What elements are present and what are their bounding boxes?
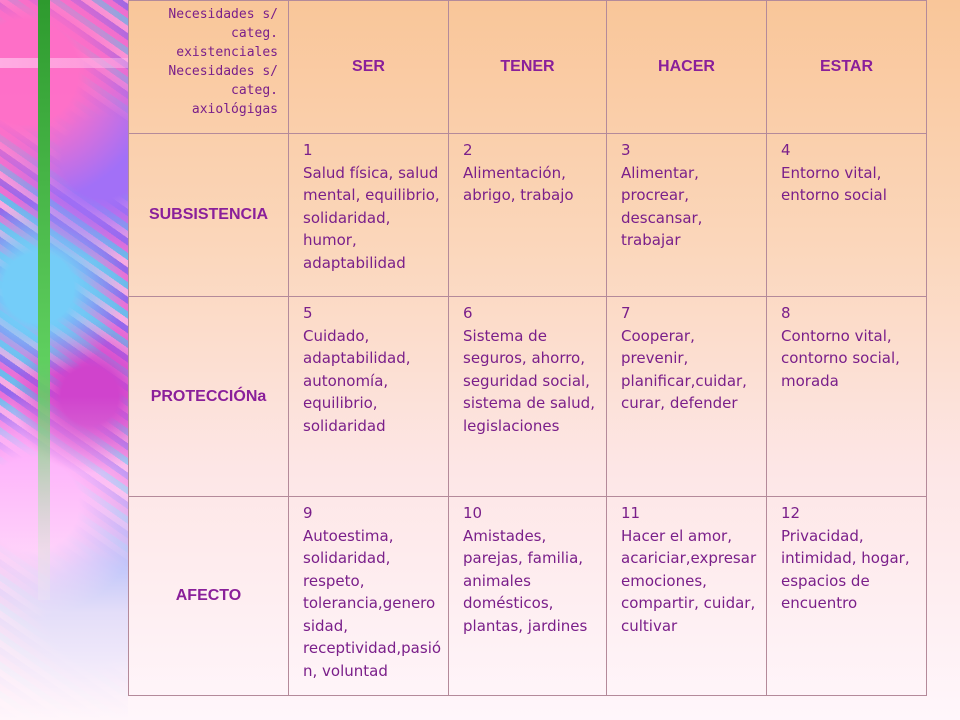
cell-number: 3 [621, 141, 631, 159]
cell-text: Sistema de seguros, ahorro, seguridad social, sistema de salud, legislaciones [463, 326, 595, 435]
cell-number: 4 [781, 141, 791, 159]
table-cell [767, 134, 927, 297]
table-row [129, 497, 927, 696]
cell-number: 9 [303, 504, 313, 522]
cell-text: Alimentar, procrear, descansar, trabajar [621, 163, 703, 249]
decorative-sidebar [0, 0, 128, 720]
column-header-estar: ESTAR [767, 1, 927, 134]
corner-line: existenciales [176, 45, 278, 60]
cell-number: 11 [621, 504, 641, 522]
table-cell [767, 297, 927, 497]
table-cell [767, 497, 927, 696]
table-row [129, 134, 927, 297]
cell-number: 12 [781, 504, 801, 522]
cell-text: Entorno vital, entorno social [781, 163, 887, 204]
table-cell [607, 497, 767, 696]
table-cell [289, 297, 449, 497]
table-cell [289, 134, 449, 297]
table-cell [289, 497, 449, 696]
table-cell [449, 297, 607, 497]
cell-text: Privacidad, intimidad, hogar, espacios de encuentro [781, 526, 910, 612]
corner-header-cell [129, 1, 289, 134]
needs-matrix-table [128, 0, 927, 696]
corner-line: axiológigas [191, 102, 278, 117]
cell-number: 10 [463, 504, 483, 522]
table-cell [449, 134, 607, 297]
cell-number: 1 [303, 141, 313, 159]
cell-number: 2 [463, 141, 473, 159]
corner-line: categ. [231, 26, 278, 41]
corner-line: Necesidades s/ [168, 64, 278, 79]
column-header-tener: TENER [449, 1, 607, 134]
table-cell [607, 134, 767, 297]
column-header-hacer: HACER [607, 1, 767, 134]
corner-line: categ. [231, 83, 278, 98]
cell-text: Amistades, parejas, familia, animales domésticos, plantas, jardines [463, 526, 588, 635]
row-header-proteccion: PROTECCIÓNa [129, 297, 289, 497]
row-header-subsistencia: SUBSISTENCIA [129, 134, 289, 297]
cell-number: 6 [463, 304, 473, 322]
table-row [129, 297, 927, 497]
cell-text: Autoestima, solidaridad, respeto, tolerancia,generosidad, receptividad,pasión, voluntad [303, 526, 442, 680]
cell-text: Hacer el amor, acariciar,expresar emociones, compartir, cuidar, cultivar [621, 526, 757, 635]
cell-text: Cooperar, prevenir, planificar,cuidar, curar, defender [621, 326, 747, 412]
table-cell [449, 497, 607, 696]
corner-line: Necesidades s/ [168, 7, 278, 22]
cell-number: 7 [621, 304, 631, 322]
header-row [129, 1, 927, 134]
row-header-afecto: AFECTO [129, 497, 289, 696]
cell-number: 5 [303, 304, 313, 322]
cell-number: 8 [781, 304, 791, 322]
table-cell [607, 297, 767, 497]
sidebar-fade [0, 0, 128, 720]
cell-text: Contorno vital, contorno social, morada [781, 326, 900, 390]
cell-text: Alimentación, abrigo, trabajo [463, 163, 574, 204]
column-header-ser: SER [289, 1, 449, 134]
cell-text: Cuidado, adaptabilidad, autonomía, equilibrio, solidaridad [303, 326, 411, 435]
cell-text: Salud física, salud mental, equilibrio, solidaridad, humor, adaptabilidad [303, 163, 440, 272]
